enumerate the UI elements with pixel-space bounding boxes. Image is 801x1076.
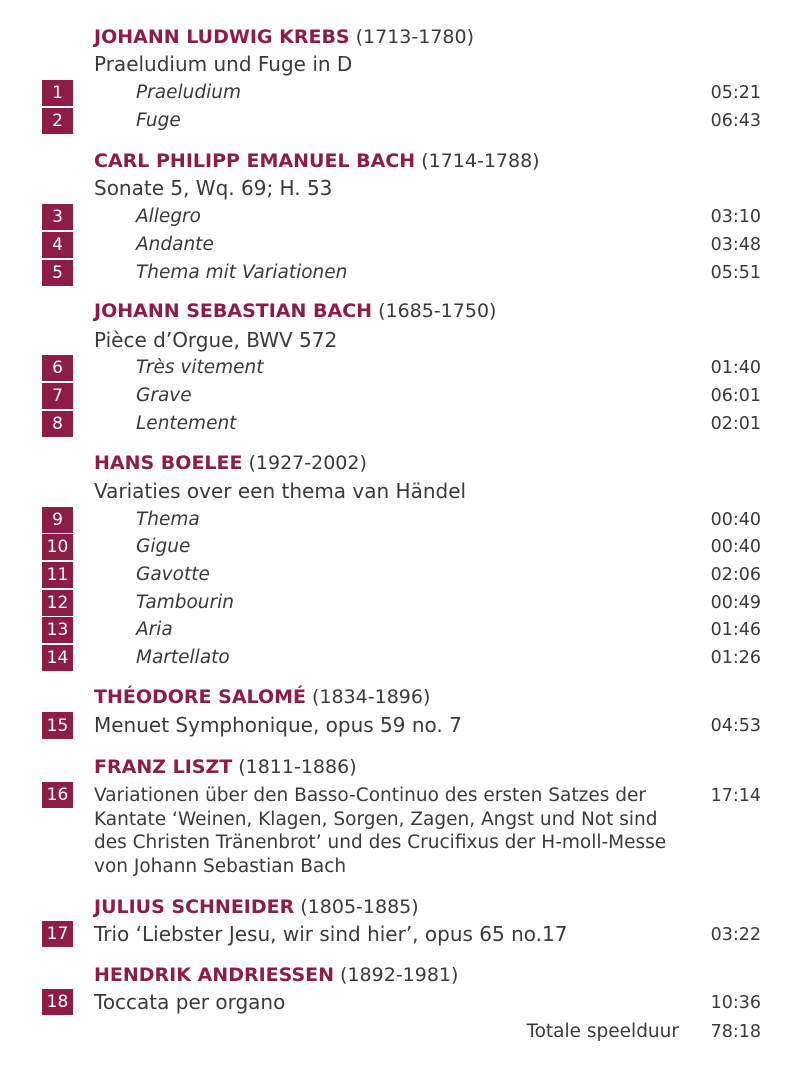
- work-title: Praeludium und Fuge in D: [94, 52, 353, 76]
- track-number: 11: [42, 562, 73, 588]
- track-number: 4: [42, 232, 73, 258]
- track-number: 16: [42, 782, 73, 808]
- track-number: 15: [42, 712, 73, 739]
- track-row: [0, 590, 801, 616]
- movement-title: Lentement: [136, 413, 237, 434]
- work-title: Menuet Symphonique, opus 59 no. 7: [94, 713, 462, 737]
- track-row: [0, 80, 801, 106]
- track-duration: 17:14: [710, 786, 761, 806]
- composer-dates: (1685-1750): [378, 300, 497, 322]
- composer-name: THÉODORE SALOMÉ: [94, 686, 306, 708]
- movement-title: Grave: [136, 385, 192, 406]
- composer-name: HANS BOELEE: [94, 452, 243, 474]
- track-number: 2: [42, 108, 73, 134]
- movement-title: Praeludium: [136, 82, 241, 103]
- track-duration: 01:40: [710, 358, 761, 378]
- composer-heading: [94, 896, 419, 918]
- track-number: 12: [42, 590, 73, 616]
- track-number: 13: [42, 617, 73, 643]
- work-title: Pièce d’Orgue, BWV 572: [94, 328, 338, 352]
- track-row: [0, 534, 801, 560]
- track-duration: 05:21: [710, 83, 761, 103]
- movement-title: Tambourin: [136, 592, 234, 613]
- composer-heading: [94, 452, 367, 474]
- movement-title: Fuge: [136, 110, 181, 131]
- movement-title: Gigue: [136, 536, 191, 557]
- track-number: 6: [42, 355, 73, 381]
- track-duration: 02:06: [710, 565, 761, 585]
- track-number: 8: [42, 411, 73, 437]
- track-number: 14: [42, 645, 73, 671]
- track-row: [0, 204, 801, 230]
- movement-title: Très vitement: [136, 357, 264, 378]
- track-row: [0, 645, 801, 671]
- track-number: 3: [42, 204, 73, 230]
- track-row: [0, 411, 801, 437]
- track-duration: 06:43: [710, 111, 761, 131]
- track-number: 1: [42, 80, 73, 106]
- composer-name: FRANZ LISZT: [94, 756, 233, 778]
- track-number: 5: [42, 260, 73, 286]
- track-number: 7: [42, 383, 73, 409]
- track-duration: 00:49: [710, 593, 761, 613]
- track-duration: 00:40: [710, 510, 761, 530]
- composer-dates: (1834-1896): [312, 686, 431, 708]
- track-duration: 02:01: [710, 414, 761, 434]
- track-duration: 01:46: [710, 620, 761, 640]
- work-title: Trio ‘Liebster Jesu, wir sind hier’, opus 65 no.17: [94, 922, 568, 946]
- track-duration: 00:40: [710, 537, 761, 557]
- work-title: Toccata per organo: [94, 990, 286, 1014]
- composer-name: CARL PHILIPP EMANUEL BACH: [94, 150, 416, 172]
- composer-dates: (1714-1788): [421, 150, 540, 172]
- composer-dates: (1805-1885): [300, 896, 419, 918]
- track-duration: 05:51: [710, 263, 761, 283]
- composer-name: JOHANN LUDWIG KREBS: [94, 26, 350, 48]
- track-row: [0, 617, 801, 643]
- composer-dates: (1713-1780): [355, 26, 474, 48]
- track-row: [0, 355, 801, 381]
- track-duration: 03:10: [710, 207, 761, 227]
- composer-name: HENDRIK ANDRIESSEN: [94, 964, 335, 986]
- composer-dates: (1927-2002): [248, 452, 367, 474]
- movement-title: Allegro: [136, 206, 201, 227]
- track-duration: 03:22: [710, 925, 761, 945]
- composer-heading: [94, 26, 474, 48]
- work-title: Variaties over een thema van Händel: [94, 479, 467, 503]
- movement-title: Andante: [136, 234, 214, 255]
- work-title: Sonate 5, Wq. 69; H. 53: [94, 176, 333, 200]
- track-number: 10: [42, 534, 73, 560]
- track-row: [0, 232, 801, 258]
- movement-title: Martellato: [136, 647, 230, 668]
- track-duration: 03:48: [710, 235, 761, 255]
- track-duration: 10:36: [710, 993, 761, 1013]
- movement-title: Thema: [136, 509, 200, 530]
- track-number: 18: [42, 989, 73, 1015]
- track-row: [0, 562, 801, 588]
- movement-title: Aria: [136, 619, 173, 640]
- composer-heading: [94, 150, 540, 172]
- track-row: [0, 383, 801, 409]
- total-duration-label: Totale speelduur: [526, 1021, 679, 1042]
- composer-heading: [94, 686, 430, 708]
- composer-dates: (1892-1981): [340, 964, 459, 986]
- track-number: 9: [42, 507, 73, 533]
- total-duration: 78:18: [710, 1022, 761, 1042]
- composer-heading: [94, 756, 357, 778]
- track-number: 17: [42, 921, 73, 947]
- work-title: Variationen über den Basso-Continuo des ersten Satzes der Kantate ‘Weinen, Klagen, Sorgen, Zagen, Angst und Not sind des Christen Tränenbrot’ und des Crucifixus der H-moll-Messe von Johann Sebastian Bach: [94, 785, 667, 877]
- composer-name: JOHANN SEBASTIAN BACH: [94, 300, 373, 322]
- track-duration: 01:26: [710, 648, 761, 668]
- movement-title: Gavotte: [136, 564, 210, 585]
- track-duration: 04:53: [710, 716, 761, 736]
- composer-heading: [94, 964, 458, 986]
- composer-heading: [94, 300, 496, 322]
- track-duration: 06:01: [710, 386, 761, 406]
- movement-title: Thema mit Variationen: [136, 262, 348, 283]
- track-row: [0, 108, 801, 134]
- composer-dates: (1811-1886): [238, 756, 357, 778]
- track-row: [0, 507, 801, 533]
- track-row: [0, 260, 801, 286]
- composer-name: JULIUS SCHNEIDER: [94, 896, 295, 918]
